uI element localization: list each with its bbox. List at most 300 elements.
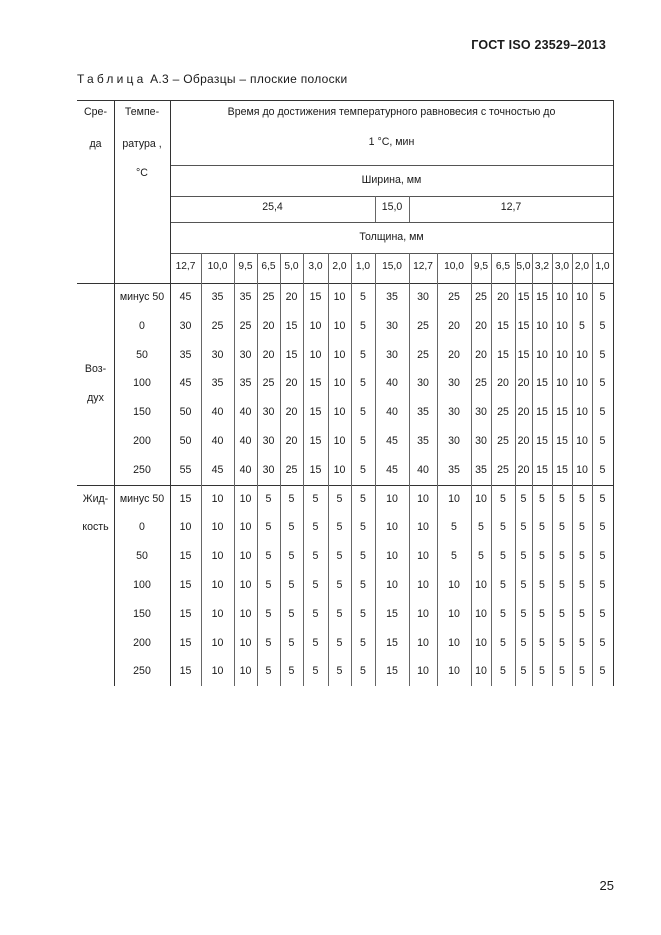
- thickness-value: 1,0: [595, 260, 610, 272]
- time-value-cell: 40: [417, 463, 429, 476]
- time-value-cell: 5: [559, 665, 565, 678]
- time-value-cell: 10: [576, 348, 588, 361]
- temperature-column-header: Темпе-: [124, 105, 160, 118]
- time-value-cell: 5: [360, 435, 366, 448]
- time-value-cell: 5: [579, 492, 585, 505]
- time-value-cell: 10: [556, 291, 568, 304]
- temperature-cell: 200: [133, 435, 151, 448]
- time-value-cell: 5: [539, 521, 545, 534]
- thickness-value: 3,0: [308, 260, 323, 272]
- time-value-cell: 5: [478, 521, 484, 534]
- time-value-cell: 5: [599, 579, 606, 592]
- time-value-cell: 5: [451, 521, 457, 534]
- time-value-cell: 20: [517, 435, 530, 448]
- time-value-cell: 10: [211, 607, 224, 620]
- time-value-cell: 10: [475, 579, 487, 592]
- time-value-cell: 25: [417, 348, 429, 361]
- time-value-cell: 55: [179, 463, 192, 476]
- thickness-value: 5,0: [284, 260, 299, 272]
- time-value-cell: 10: [576, 463, 588, 476]
- time-value-cell: 5: [312, 665, 319, 678]
- temperature-cell: минус 50: [119, 492, 165, 505]
- time-value-cell: 35: [417, 435, 429, 448]
- time-value-cell: 5: [336, 579, 343, 592]
- time-to-equilibrium-header: Время до достижения температурного равновесия с точностью до: [227, 105, 556, 118]
- time-value-cell: 35: [417, 406, 429, 419]
- time-value-cell: 45: [211, 463, 224, 476]
- time-value-cell: 10: [417, 607, 429, 620]
- time-value-cell: 5: [360, 348, 366, 361]
- temperature-column-header: ратура ,: [122, 137, 162, 150]
- time-value-cell: 10: [239, 665, 252, 678]
- time-value-cell: 5: [265, 550, 272, 563]
- time-value-cell: 25: [417, 319, 429, 332]
- time-value-cell: 25: [448, 291, 460, 304]
- time-value-cell: 15: [517, 291, 530, 304]
- time-value-cell: 15: [556, 463, 568, 476]
- time-value-cell: 30: [475, 435, 487, 448]
- time-to-equilibrium-header: 1 °С, мин: [368, 135, 415, 148]
- time-value-cell: 25: [475, 377, 487, 390]
- time-value-cell: 5: [579, 665, 585, 678]
- temperature-cell: 200: [133, 636, 151, 649]
- time-value-cell: 10: [333, 348, 346, 361]
- time-value-cell: 10: [556, 348, 568, 361]
- time-value-cell: 15: [536, 406, 548, 419]
- time-value-cell: 5: [520, 636, 527, 649]
- time-value-cell: 15: [556, 406, 568, 419]
- table-rule-vertical: [613, 100, 614, 686]
- thickness-value: 2,0: [574, 260, 590, 272]
- time-value-cell: 5: [478, 550, 484, 563]
- time-value-cell: 30: [262, 463, 275, 476]
- time-value-cell: 5: [599, 319, 606, 332]
- time-value-cell: 10: [417, 636, 429, 649]
- time-value-cell: 10: [333, 406, 346, 419]
- time-value-cell: 15: [179, 550, 192, 563]
- time-value-cell: 30: [417, 291, 429, 304]
- time-value-cell: 5: [360, 550, 366, 563]
- time-value-cell: 20: [285, 291, 298, 304]
- time-value-cell: 5: [599, 463, 606, 476]
- time-value-cell: 10: [475, 492, 487, 505]
- time-value-cell: 10: [448, 492, 460, 505]
- time-value-cell: 10: [536, 319, 548, 332]
- time-value-cell: 20: [475, 348, 487, 361]
- time-value-cell: 5: [265, 665, 272, 678]
- time-value-cell: 10: [333, 463, 346, 476]
- time-value-cell: 5: [336, 636, 343, 649]
- time-value-cell: 10: [309, 319, 322, 332]
- time-value-cell: 5: [312, 492, 319, 505]
- thickness-value: 1,0: [355, 260, 371, 272]
- time-value-cell: 5: [539, 607, 545, 620]
- time-value-cell: 5: [579, 550, 585, 563]
- time-value-cell: 5: [599, 492, 606, 505]
- time-value-cell: 20: [262, 348, 275, 361]
- time-value-cell: 5: [360, 319, 366, 332]
- time-value-cell: 5: [579, 521, 585, 534]
- equilibrium-time-table: [77, 100, 613, 686]
- time-value-cell: 10: [333, 319, 346, 332]
- time-value-cell: 10: [576, 406, 588, 419]
- time-value-cell: 10: [239, 607, 252, 620]
- time-value-cell: 45: [179, 291, 192, 304]
- time-value-cell: 20: [497, 377, 509, 390]
- time-value-cell: 5: [312, 636, 319, 649]
- time-value-cell: 40: [386, 377, 398, 390]
- thickness-value: 5,0: [516, 260, 531, 272]
- time-value-cell: 5: [599, 377, 606, 390]
- time-value-cell: 15: [386, 636, 398, 649]
- time-value-cell: 5: [539, 579, 545, 592]
- media-column-header: да: [89, 137, 102, 150]
- time-value-cell: 5: [360, 607, 366, 620]
- thickness-value: 9,5: [238, 260, 253, 272]
- time-value-cell: 5: [500, 607, 506, 620]
- time-value-cell: 30: [475, 406, 487, 419]
- time-value-cell: 10: [211, 636, 224, 649]
- time-value-cell: 5: [500, 665, 506, 678]
- media-column-header: Сре-: [84, 105, 107, 118]
- thickness-label: Толщина, мм: [359, 231, 424, 244]
- time-value-cell: 5: [312, 607, 319, 620]
- time-value-cell: 5: [520, 665, 527, 678]
- caption-word: Таблица: [77, 72, 147, 86]
- time-value-cell: 5: [500, 636, 506, 649]
- time-value-cell: 10: [239, 492, 252, 505]
- time-value-cell: 15: [536, 377, 548, 390]
- time-value-cell: 35: [211, 377, 224, 390]
- time-value-cell: 10: [448, 636, 460, 649]
- time-value-cell: 15: [517, 319, 530, 332]
- temperature-cell: 100: [133, 579, 151, 592]
- time-value-cell: 5: [288, 521, 295, 534]
- time-value-cell: 5: [312, 521, 319, 534]
- time-value-cell: 5: [579, 579, 585, 592]
- time-value-cell: 5: [451, 550, 457, 563]
- time-value-cell: 30: [386, 319, 398, 332]
- temperature-cell: 50: [136, 348, 148, 361]
- time-value-cell: 25: [497, 435, 509, 448]
- time-value-cell: 15: [285, 319, 298, 332]
- time-value-cell: 15: [309, 435, 322, 448]
- time-value-cell: 15: [309, 377, 322, 390]
- time-value-cell: 20: [517, 406, 530, 419]
- time-value-cell: 10: [333, 291, 346, 304]
- width-value: 12,7: [500, 200, 522, 213]
- time-value-cell: 25: [497, 406, 509, 419]
- time-value-cell: 40: [386, 406, 398, 419]
- time-value-cell: 5: [599, 665, 606, 678]
- temperature-cell: 250: [133, 463, 151, 476]
- time-value-cell: 10: [211, 665, 224, 678]
- time-value-cell: 10: [211, 550, 224, 563]
- temperature-cell: 0: [139, 319, 145, 332]
- time-value-cell: 15: [536, 435, 548, 448]
- time-value-cell: 10: [475, 607, 487, 620]
- time-value-cell: 5: [599, 291, 606, 304]
- time-value-cell: 5: [312, 550, 319, 563]
- time-value-cell: 30: [417, 377, 429, 390]
- time-value-cell: 5: [288, 492, 295, 505]
- time-value-cell: 5: [265, 636, 272, 649]
- time-value-cell: 5: [500, 492, 506, 505]
- standard-header: ГОСТ ISO 23529–2013: [471, 38, 606, 52]
- time-value-cell: 10: [386, 492, 398, 505]
- time-value-cell: 25: [262, 291, 275, 304]
- time-value-cell: 50: [179, 435, 192, 448]
- width-value: 25,4: [262, 200, 283, 213]
- time-value-cell: 10: [386, 521, 398, 534]
- media-label: дух: [87, 391, 104, 404]
- time-value-cell: 5: [520, 607, 527, 620]
- time-value-cell: 5: [360, 406, 366, 419]
- table-rule-horizontal: [170, 165, 613, 166]
- time-value-cell: 10: [417, 521, 429, 534]
- thickness-value: 10,0: [207, 260, 228, 272]
- time-value-cell: 30: [239, 348, 252, 361]
- time-value-cell: 5: [539, 665, 545, 678]
- time-value-cell: 5: [265, 579, 272, 592]
- time-value-cell: 40: [239, 463, 252, 476]
- time-value-cell: 25: [262, 377, 275, 390]
- time-value-cell: 5: [265, 492, 272, 505]
- time-value-cell: 20: [285, 435, 298, 448]
- time-value-cell: 5: [520, 521, 527, 534]
- time-value-cell: 15: [179, 607, 192, 620]
- time-value-cell: 10: [475, 636, 487, 649]
- caption-number: А.3: [150, 72, 170, 86]
- time-value-cell: 10: [576, 435, 588, 448]
- time-value-cell: 5: [599, 435, 606, 448]
- time-value-cell: 5: [579, 636, 585, 649]
- time-value-cell: 10: [417, 579, 429, 592]
- time-value-cell: 20: [285, 406, 298, 419]
- time-value-cell: 15: [179, 665, 192, 678]
- time-value-cell: 10: [448, 579, 460, 592]
- time-value-cell: 5: [579, 607, 585, 620]
- time-value-cell: 40: [239, 406, 252, 419]
- time-value-cell: 5: [599, 636, 606, 649]
- time-value-cell: 10: [417, 550, 429, 563]
- thickness-value: 3,2: [534, 260, 550, 272]
- time-value-cell: 5: [579, 319, 585, 332]
- time-value-cell: 20: [517, 463, 530, 476]
- time-value-cell: 30: [211, 348, 224, 361]
- time-value-cell: 15: [309, 291, 322, 304]
- thickness-value: 12,7: [413, 260, 433, 272]
- time-value-cell: 25: [239, 319, 252, 332]
- width-value: 15,0: [381, 200, 403, 213]
- thickness-value: 6,5: [495, 260, 511, 272]
- time-value-cell: 50: [179, 406, 192, 419]
- time-value-cell: 5: [500, 521, 506, 534]
- time-value-cell: 15: [556, 435, 568, 448]
- time-value-cell: 5: [360, 492, 366, 505]
- caption-dash: –: [172, 72, 180, 86]
- time-value-cell: 5: [559, 579, 565, 592]
- time-value-cell: 5: [500, 550, 506, 563]
- thickness-value: 6,5: [261, 260, 276, 272]
- time-value-cell: 15: [179, 579, 192, 592]
- time-value-cell: 15: [536, 291, 548, 304]
- time-value-cell: 5: [288, 665, 295, 678]
- time-value-cell: 5: [599, 521, 606, 534]
- time-value-cell: 5: [336, 550, 343, 563]
- time-value-cell: 10: [576, 291, 588, 304]
- time-value-cell: 5: [288, 579, 295, 592]
- time-value-cell: 25: [285, 463, 298, 476]
- time-value-cell: 5: [288, 550, 295, 563]
- time-value-cell: 10: [333, 435, 346, 448]
- time-value-cell: 20: [448, 348, 460, 361]
- time-value-cell: 20: [475, 319, 487, 332]
- time-value-cell: 45: [386, 435, 398, 448]
- time-value-cell: 35: [239, 377, 252, 390]
- time-value-cell: 30: [448, 377, 460, 390]
- time-value-cell: 10: [448, 665, 460, 678]
- time-value-cell: 10: [556, 377, 568, 390]
- temperature-cell: 0: [139, 521, 145, 534]
- time-value-cell: 15: [497, 348, 509, 361]
- time-value-cell: 35: [179, 348, 192, 361]
- time-value-cell: 10: [211, 492, 224, 505]
- time-value-cell: 45: [386, 463, 398, 476]
- time-value-cell: 5: [599, 550, 606, 563]
- time-value-cell: 5: [539, 550, 545, 563]
- time-value-cell: 5: [520, 579, 527, 592]
- time-value-cell: 20: [497, 291, 509, 304]
- thickness-value: 2,0: [332, 260, 347, 272]
- time-value-cell: 10: [333, 377, 346, 390]
- time-value-cell: 10: [536, 348, 548, 361]
- time-value-cell: 30: [448, 435, 460, 448]
- time-value-cell: 5: [500, 579, 506, 592]
- time-value-cell: 20: [517, 377, 530, 390]
- time-value-cell: 5: [520, 492, 527, 505]
- thickness-value: 9,5: [473, 260, 489, 272]
- time-value-cell: 35: [448, 463, 460, 476]
- time-value-cell: 10: [576, 377, 588, 390]
- time-value-cell: 10: [475, 665, 487, 678]
- time-value-cell: 40: [211, 406, 224, 419]
- time-value-cell: 10: [309, 348, 322, 361]
- time-value-cell: 10: [239, 550, 252, 563]
- time-value-cell: 5: [559, 636, 565, 649]
- temperature-unit-header: °С: [136, 166, 148, 179]
- time-value-cell: 5: [520, 550, 527, 563]
- time-value-cell: 25: [211, 319, 224, 332]
- time-value-cell: 5: [599, 406, 606, 419]
- time-value-cell: 5: [288, 636, 295, 649]
- time-value-cell: 35: [475, 463, 487, 476]
- page-number: 25: [599, 878, 614, 893]
- time-value-cell: 15: [179, 636, 192, 649]
- time-value-cell: 10: [386, 550, 398, 563]
- time-value-cell: 45: [179, 377, 192, 390]
- time-value-cell: 5: [360, 521, 366, 534]
- temperature-cell: 150: [133, 607, 151, 620]
- time-value-cell: 20: [262, 319, 275, 332]
- time-value-cell: 10: [239, 579, 252, 592]
- table-rule-horizontal: [77, 100, 613, 101]
- time-value-cell: 15: [497, 319, 509, 332]
- media-label: кость: [82, 521, 109, 534]
- temperature-cell: 100: [133, 377, 151, 390]
- time-value-cell: 10: [179, 521, 192, 534]
- time-value-cell: 30: [179, 319, 192, 332]
- time-value-cell: 5: [559, 607, 565, 620]
- time-value-cell: 5: [539, 492, 545, 505]
- width-label: Ширина, мм: [361, 174, 422, 187]
- time-value-cell: 5: [336, 665, 343, 678]
- temperature-cell: 150: [133, 406, 151, 419]
- time-value-cell: 15: [309, 406, 322, 419]
- time-value-cell: 5: [336, 492, 343, 505]
- time-value-cell: 5: [599, 348, 606, 361]
- temperature-cell: 50: [136, 550, 148, 563]
- temperature-cell: минус 50: [119, 291, 165, 304]
- time-value-cell: 5: [360, 463, 366, 476]
- time-value-cell: 10: [211, 579, 224, 592]
- time-value-cell: 15: [386, 607, 398, 620]
- time-value-cell: 15: [285, 348, 298, 361]
- time-value-cell: 10: [417, 665, 429, 678]
- time-value-cell: 5: [288, 607, 295, 620]
- thickness-value: 12,7: [175, 260, 196, 272]
- time-value-cell: 35: [386, 291, 398, 304]
- time-value-cell: 20: [285, 377, 298, 390]
- time-value-cell: 5: [559, 492, 565, 505]
- time-value-cell: 30: [262, 435, 275, 448]
- time-value-cell: 5: [360, 636, 366, 649]
- table-caption: [77, 72, 347, 86]
- time-value-cell: 5: [360, 665, 366, 678]
- time-value-cell: 5: [312, 579, 319, 592]
- time-value-cell: 20: [448, 319, 460, 332]
- time-value-cell: 5: [539, 636, 545, 649]
- time-value-cell: 5: [265, 607, 272, 620]
- time-value-cell: 5: [265, 521, 272, 534]
- time-value-cell: 15: [517, 348, 530, 361]
- time-value-cell: 5: [336, 607, 343, 620]
- time-value-cell: 5: [360, 377, 366, 390]
- time-value-cell: 15: [386, 665, 398, 678]
- time-value-cell: 5: [360, 291, 366, 304]
- time-value-cell: 25: [475, 291, 487, 304]
- time-value-cell: 15: [309, 463, 322, 476]
- thickness-value: 15,0: [382, 260, 402, 272]
- time-value-cell: 5: [559, 521, 565, 534]
- time-value-cell: 15: [536, 463, 548, 476]
- table-rule-horizontal: [170, 222, 613, 223]
- time-value-cell: 5: [336, 521, 343, 534]
- time-value-cell: 5: [599, 607, 606, 620]
- table-rule-horizontal: [170, 253, 613, 254]
- time-value-cell: 10: [211, 521, 224, 534]
- time-value-cell: 10: [556, 319, 568, 332]
- time-value-cell: 40: [239, 435, 252, 448]
- time-value-cell: 30: [448, 406, 460, 419]
- time-value-cell: 5: [360, 579, 366, 592]
- time-value-cell: 10: [448, 607, 460, 620]
- time-value-cell: 30: [262, 406, 275, 419]
- time-value-cell: 25: [497, 463, 509, 476]
- time-value-cell: 10: [239, 521, 252, 534]
- time-value-cell: 35: [211, 291, 224, 304]
- time-value-cell: 10: [239, 636, 252, 649]
